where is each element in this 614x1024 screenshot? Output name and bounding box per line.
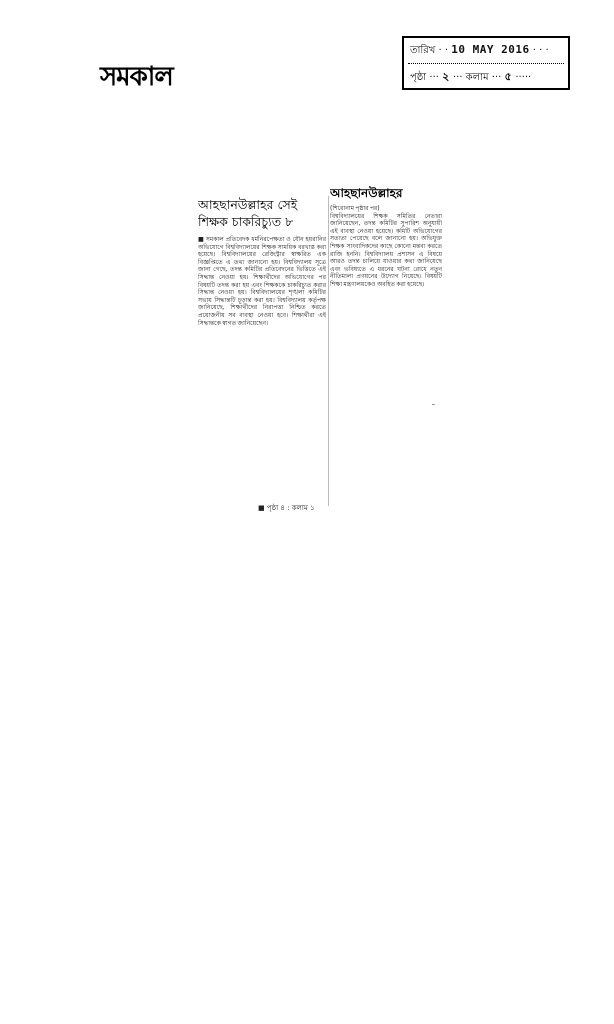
- continuation-subline: (শিরোনাম পৃষ্ঠার পর): [330, 205, 380, 212]
- stamp-divider: [408, 63, 564, 64]
- article-body: ■ সমকাল প্রতিবেদক ধর্মনিরপেক্ষতা ও যৌন হয়রানির অভিযোগে বিশ্ববিদ্যালয়ের শিক্ষক সাময়িক বরখাস্ত করা হয়েছে। বিশ্ববিদ্যালয়ের রেজিস্ট্রার স্বাক্ষরিত এক বিজ্ঞপ্তিতে এ তথ্য জানানো হয়। বিশ্ববিদ্যালয় সূত্রে জানা গেছে, তদন্ত কমিটির প্রতিবেদনের ভিত্তিতে এই সিদ্ধান্ত নেওয়া হয়। শিক্ষার্থীদের অভিযোগের পর বিষয়টি তদন্ত করা হয় এবং শিক্ষককে চাকরিচ্যুত করার সিদ্ধান্ত নেওয়া হয়। বিশ্ববিদ্যালয়ের শৃঙ্খলা কমিটির সভায় সিদ্ধান্তটি চূড়ান্ত করা হয়। বিশ্ববিদ্যালয় কর্তৃপক্ষ জানিয়েছে, শিক্ষার্থীদের নিরাপত্তা নিশ্চিত করতে প্রয়োজনীয় সব ব্যবস্থা নেওয়া হবে। শিক্ষার্থীরা এই সিদ্ধান্তকে স্বাগত জানিয়েছেন।: [198, 236, 326, 327]
- article-headline-mark: ৮: [285, 214, 294, 229]
- stamp-date-row: তারিখ · · 10 MAY 2016 · · ·: [410, 43, 549, 56]
- continuation-headline: আহছানউল্লাহর: [330, 186, 403, 200]
- article-continued-ref: ■ পৃষ্ঠা ৪ : কলাম ১: [258, 504, 315, 512]
- article-clipping: [198, 196, 326, 516]
- clipping-date-stamp: [402, 36, 570, 90]
- stamp-page-label: পৃষ্ঠা: [410, 72, 427, 83]
- stamp-column-label: কলাম: [465, 72, 489, 83]
- scan-speck: [432, 404, 435, 405]
- continuation-clipping: [330, 186, 442, 386]
- stamp-date-value: 10 MAY 2016: [451, 43, 530, 56]
- article-headline-text: আহছানউল্লাহর সেই শিক্ষক চাকরিচ্যুত: [198, 197, 298, 229]
- stamp-page-value: ২: [442, 70, 450, 83]
- article-headline: [198, 196, 326, 230]
- continuation-body: বিশ্ববিদ্যালয়ের শিক্ষক সমিতির নেতারা জানিয়েছেন, তদন্ত কমিটির সুপারিশ অনুযায়ী এই ব্যবস্থা নেওয়া হয়েছে। কমিটি অভিযোগের সত্যতা পেয়েছে বলে জানানো হয়। অভিযুক্ত শিক্ষক সাংবাদিকদের কাছে কোনো মন্তব্য করতে রাজি হননি। বিশ্ববিদ্যালয় প্রশাসন এ বিষয়ে আরও তদন্ত চালিয়ে যাওয়ার কথা জানিয়েছে এবং ভবিষ্যতে এ ধরনের ঘটনা রোধে নতুন নীতিমালা প্রণয়নের উদ্যোগ নিয়েছে। বিষয়টি শিক্ষা মন্ত্রণালয়কেও অবহিত করা হয়েছে।: [330, 212, 442, 288]
- stamp-page-row: পৃষ্ঠা ··· ২ ··· কলাম ··· ৫ ·····: [410, 70, 532, 83]
- stamp-column-value: ৫: [504, 70, 513, 83]
- column-divider: [328, 196, 329, 506]
- newspaper-masthead: সমকাল: [100, 62, 173, 92]
- stamp-date-label: তারিখ: [410, 45, 436, 56]
